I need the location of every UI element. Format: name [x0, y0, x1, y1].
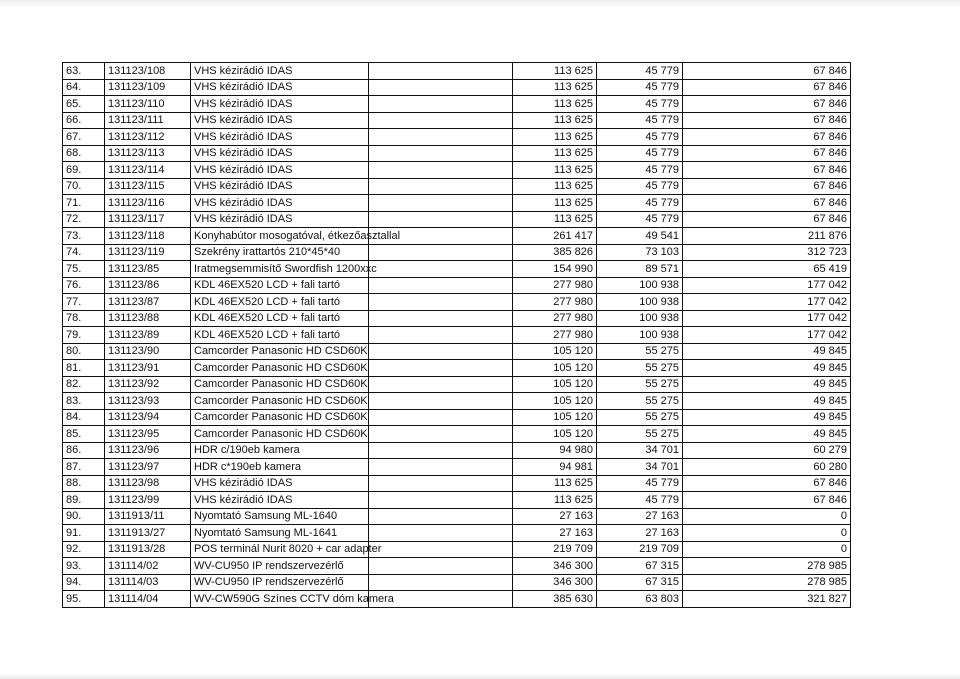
scan-edge-bottom: [0, 673, 960, 679]
spacer-cell: [369, 162, 513, 179]
depreciation-cell: 55 275: [597, 393, 683, 410]
inventory-code-cell: 131123/87: [105, 294, 191, 311]
table-row: [63, 343, 851, 360]
description-cell: VHS kézirádió IDAS: [191, 63, 369, 80]
depreciation-cell: 27 163: [597, 525, 683, 542]
row-number-cell: 80.: [63, 343, 105, 360]
row-number-cell: 72.: [63, 211, 105, 228]
gross-value-cell: 113 625: [513, 195, 597, 212]
spacer-cell: [369, 426, 513, 443]
spacer-cell: [369, 475, 513, 492]
gross-value-cell: 385 630: [513, 591, 597, 608]
inventory-code-cell: 131123/114: [105, 162, 191, 179]
inventory-code-cell: 131123/94: [105, 409, 191, 426]
row-number-cell: 78.: [63, 310, 105, 327]
net-value-cell: 49 845: [683, 376, 851, 393]
description-cell: VHS kézirádió IDAS: [191, 195, 369, 212]
depreciation-cell: 55 275: [597, 360, 683, 377]
gross-value-cell: 94 981: [513, 459, 597, 476]
inventory-code-cell: 131123/111: [105, 112, 191, 129]
gross-value-cell: 113 625: [513, 475, 597, 492]
net-value-cell: 0: [683, 525, 851, 542]
table-row: [63, 360, 851, 377]
table-row: [63, 376, 851, 393]
inventory-code-cell: 131123/98: [105, 475, 191, 492]
depreciation-cell: 67 315: [597, 574, 683, 591]
depreciation-cell: 45 779: [597, 162, 683, 179]
gross-value-cell: 277 980: [513, 277, 597, 294]
gross-value-cell: 27 163: [513, 508, 597, 525]
row-number-cell: 74.: [63, 244, 105, 261]
spacer-cell: [369, 277, 513, 294]
net-value-cell: 0: [683, 508, 851, 525]
inventory-code-cell: 131123/89: [105, 327, 191, 344]
table-row: [63, 426, 851, 443]
depreciation-cell: 27 163: [597, 508, 683, 525]
description-cell: Camcorder Panasonic HD CSD60K: [191, 376, 369, 393]
description-cell: KDL 46EX520 LCD + fali tartó: [191, 294, 369, 311]
net-value-cell: 67 846: [683, 211, 851, 228]
spacer-cell: [369, 558, 513, 575]
row-number-cell: 79.: [63, 327, 105, 344]
description-cell: POS terminál Nurit 8020 + car adapter: [191, 541, 369, 558]
depreciation-cell: 55 275: [597, 376, 683, 393]
row-number-cell: 67.: [63, 129, 105, 146]
gross-value-cell: 113 625: [513, 162, 597, 179]
table-row: [63, 96, 851, 113]
table-row: [63, 63, 851, 80]
depreciation-cell: 45 779: [597, 63, 683, 80]
net-value-cell: 67 846: [683, 492, 851, 509]
inventory-code-cell: 131123/119: [105, 244, 191, 261]
table-row: [63, 459, 851, 476]
gross-value-cell: 277 980: [513, 327, 597, 344]
row-number-cell: 94.: [63, 574, 105, 591]
description-cell: VHS kézirádió IDAS: [191, 178, 369, 195]
row-number-cell: 90.: [63, 508, 105, 525]
depreciation-cell: 45 779: [597, 112, 683, 129]
spacer-cell: [369, 129, 513, 146]
row-number-cell: 82.: [63, 376, 105, 393]
row-number-cell: 66.: [63, 112, 105, 129]
inventory-code-cell: 131123/116: [105, 195, 191, 212]
depreciation-cell: 45 779: [597, 129, 683, 146]
depreciation-cell: 45 779: [597, 195, 683, 212]
row-number-cell: 65.: [63, 96, 105, 113]
gross-value-cell: 27 163: [513, 525, 597, 542]
depreciation-cell: 100 938: [597, 310, 683, 327]
table-row: [63, 475, 851, 492]
inventory-code-cell: 131123/108: [105, 63, 191, 80]
table-row: [63, 145, 851, 162]
net-value-cell: 67 846: [683, 112, 851, 129]
table-row: [63, 508, 851, 525]
description-cell: Iratmegsemmisítő Swordfish 1200xxc: [191, 261, 369, 278]
table-row: [63, 162, 851, 179]
net-value-cell: 67 846: [683, 79, 851, 96]
description-cell: HDR c/190eb kamera: [191, 442, 369, 459]
table-row: [63, 310, 851, 327]
net-value-cell: 0: [683, 541, 851, 558]
gross-value-cell: 277 980: [513, 310, 597, 327]
net-value-cell: 67 846: [683, 129, 851, 146]
table-row: [63, 294, 851, 311]
net-value-cell: 312 723: [683, 244, 851, 261]
inventory-code-cell: 1311913/11: [105, 508, 191, 525]
table-row: [63, 79, 851, 96]
description-cell: VHS kézirádió IDAS: [191, 129, 369, 146]
depreciation-cell: 100 938: [597, 294, 683, 311]
gross-value-cell: 154 990: [513, 261, 597, 278]
gross-value-cell: 113 625: [513, 63, 597, 80]
table-row: [63, 211, 851, 228]
row-number-cell: 83.: [63, 393, 105, 410]
spacer-cell: [369, 442, 513, 459]
inventory-code-cell: 131114/04: [105, 591, 191, 608]
inventory-code-cell: 131123/110: [105, 96, 191, 113]
depreciation-cell: 73 103: [597, 244, 683, 261]
inventory-code-cell: 131123/96: [105, 442, 191, 459]
net-value-cell: 177 042: [683, 277, 851, 294]
net-value-cell: 60 279: [683, 442, 851, 459]
row-number-cell: 85.: [63, 426, 105, 443]
depreciation-cell: 100 938: [597, 327, 683, 344]
spacer-cell: [369, 492, 513, 509]
description-cell: Camcorder Panasonic HD CSD60K: [191, 343, 369, 360]
row-number-cell: 89.: [63, 492, 105, 509]
table-row: [63, 129, 851, 146]
spacer-cell: [369, 96, 513, 113]
description-cell: KDL 46EX520 LCD + fali tartó: [191, 277, 369, 294]
inventory-code-cell: 131123/109: [105, 79, 191, 96]
row-number-cell: 70.: [63, 178, 105, 195]
gross-value-cell: 105 120: [513, 376, 597, 393]
net-value-cell: 177 042: [683, 327, 851, 344]
row-number-cell: 86.: [63, 442, 105, 459]
gross-value-cell: 277 980: [513, 294, 597, 311]
inventory-code-cell: 131123/112: [105, 129, 191, 146]
gross-value-cell: 113 625: [513, 129, 597, 146]
net-value-cell: 67 846: [683, 195, 851, 212]
description-cell: Szekrény irattartós 210*45*40: [191, 244, 369, 261]
row-number-cell: 92.: [63, 541, 105, 558]
description-cell: Konyhabútor mosogatóval, étkezőasztallal: [191, 228, 369, 245]
inventory-code-cell: 131114/02: [105, 558, 191, 575]
net-value-cell: 211 876: [683, 228, 851, 245]
description-cell: Camcorder Panasonic HD CSD60K: [191, 393, 369, 410]
inventory-code-cell: 131123/88: [105, 310, 191, 327]
row-number-cell: 73.: [63, 228, 105, 245]
gross-value-cell: 113 625: [513, 145, 597, 162]
spacer-cell: [369, 310, 513, 327]
description-cell: VHS kézirádió IDAS: [191, 211, 369, 228]
depreciation-cell: 45 779: [597, 145, 683, 162]
spacer-cell: [369, 63, 513, 80]
gross-value-cell: 113 625: [513, 96, 597, 113]
row-number-cell: 77.: [63, 294, 105, 311]
net-value-cell: 49 845: [683, 393, 851, 410]
depreciation-cell: 45 779: [597, 492, 683, 509]
spacer-cell: [369, 112, 513, 129]
gross-value-cell: 346 300: [513, 558, 597, 575]
depreciation-cell: 45 779: [597, 475, 683, 492]
net-value-cell: 67 846: [683, 475, 851, 492]
spacer-cell: [369, 294, 513, 311]
spacer-cell: [369, 211, 513, 228]
inventory-code-cell: 131123/99: [105, 492, 191, 509]
depreciation-cell: 34 701: [597, 459, 683, 476]
table-row: [63, 574, 851, 591]
row-number-cell: 69.: [63, 162, 105, 179]
net-value-cell: 278 985: [683, 574, 851, 591]
table-row: [63, 195, 851, 212]
description-cell: Nyomtató Samsung ML-1641: [191, 525, 369, 542]
gross-value-cell: 113 625: [513, 178, 597, 195]
spacer-cell: [369, 459, 513, 476]
depreciation-cell: 34 701: [597, 442, 683, 459]
net-value-cell: 67 846: [683, 178, 851, 195]
inventory-code-cell: 131123/117: [105, 211, 191, 228]
gross-value-cell: 113 625: [513, 79, 597, 96]
net-value-cell: 67 846: [683, 96, 851, 113]
net-value-cell: 67 846: [683, 145, 851, 162]
depreciation-cell: 100 938: [597, 277, 683, 294]
description-cell: VHS kézirádió IDAS: [191, 492, 369, 509]
spacer-cell: [369, 393, 513, 410]
description-cell: VHS kézirádió IDAS: [191, 96, 369, 113]
row-number-cell: 93.: [63, 558, 105, 575]
gross-value-cell: 113 625: [513, 112, 597, 129]
gross-value-cell: 105 120: [513, 409, 597, 426]
net-value-cell: 177 042: [683, 294, 851, 311]
row-number-cell: 75.: [63, 261, 105, 278]
inventory-code-cell: 131123/91: [105, 360, 191, 377]
net-value-cell: 321 827: [683, 591, 851, 608]
depreciation-cell: 63 803: [597, 591, 683, 608]
row-number-cell: 81.: [63, 360, 105, 377]
spacer-cell: [369, 178, 513, 195]
inventory-code-cell: 131123/118: [105, 228, 191, 245]
inventory-code-cell: 131123/85: [105, 261, 191, 278]
depreciation-cell: 45 779: [597, 211, 683, 228]
table-row: [63, 541, 851, 558]
net-value-cell: 67 846: [683, 63, 851, 80]
description-cell: KDL 46EX520 LCD + fali tartó: [191, 310, 369, 327]
description-cell: KDL 46EX520 LCD + fali tartó: [191, 327, 369, 344]
net-value-cell: 49 845: [683, 343, 851, 360]
row-number-cell: 91.: [63, 525, 105, 542]
description-cell: Camcorder Panasonic HD CSD60K: [191, 360, 369, 377]
table-row: [63, 558, 851, 575]
table-row: [63, 178, 851, 195]
table-row: [63, 591, 851, 608]
inventory-table-body: [63, 63, 851, 608]
description-cell: Camcorder Panasonic HD CSD60K: [191, 409, 369, 426]
gross-value-cell: 105 120: [513, 360, 597, 377]
description-cell: HDR c*190eb kamera: [191, 459, 369, 476]
spacer-cell: [369, 195, 513, 212]
description-cell: WV-CW590G Színes CCTV dóm kamera: [191, 591, 369, 608]
spacer-cell: [369, 409, 513, 426]
depreciation-cell: 45 779: [597, 96, 683, 113]
spacer-cell: [369, 525, 513, 542]
depreciation-cell: 89 571: [597, 261, 683, 278]
net-value-cell: 177 042: [683, 310, 851, 327]
spacer-cell: [369, 541, 513, 558]
gross-value-cell: 113 625: [513, 492, 597, 509]
depreciation-cell: 219 709: [597, 541, 683, 558]
gross-value-cell: 219 709: [513, 541, 597, 558]
inventory-code-cell: 1311913/27: [105, 525, 191, 542]
row-number-cell: 76.: [63, 277, 105, 294]
row-number-cell: 68.: [63, 145, 105, 162]
description-cell: Nyomtató Samsung ML-1640: [191, 508, 369, 525]
inventory-code-cell: 131123/90: [105, 343, 191, 360]
description-cell: WV-CU950 IP rendszervezérlő: [191, 558, 369, 575]
inventory-code-cell: 131114/03: [105, 574, 191, 591]
spacer-cell: [369, 360, 513, 377]
table-row: [63, 327, 851, 344]
scan-edge-top: [0, 0, 960, 8]
description-cell: VHS kézirádió IDAS: [191, 475, 369, 492]
gross-value-cell: 385 826: [513, 244, 597, 261]
spacer-cell: [369, 574, 513, 591]
gross-value-cell: 113 625: [513, 211, 597, 228]
table-row: [63, 442, 851, 459]
inventory-table: [62, 62, 851, 608]
table-row: [63, 277, 851, 294]
table-row: [63, 261, 851, 278]
spacer-cell: [369, 145, 513, 162]
net-value-cell: 49 845: [683, 426, 851, 443]
table-row: [63, 409, 851, 426]
net-value-cell: 278 985: [683, 558, 851, 575]
net-value-cell: 67 846: [683, 162, 851, 179]
spacer-cell: [369, 244, 513, 261]
table-row: [63, 228, 851, 245]
inventory-code-cell: 131123/97: [105, 459, 191, 476]
row-number-cell: 63.: [63, 63, 105, 80]
net-value-cell: 49 845: [683, 409, 851, 426]
net-value-cell: 65 419: [683, 261, 851, 278]
row-number-cell: 88.: [63, 475, 105, 492]
gross-value-cell: 105 120: [513, 343, 597, 360]
description-cell: Camcorder Panasonic HD CSD60K: [191, 426, 369, 443]
gross-value-cell: 346 300: [513, 574, 597, 591]
gross-value-cell: 105 120: [513, 393, 597, 410]
inventory-code-cell: 131123/93: [105, 393, 191, 410]
row-number-cell: 95.: [63, 591, 105, 608]
table-row: [63, 525, 851, 542]
description-cell: VHS kézirádió IDAS: [191, 162, 369, 179]
depreciation-cell: 45 779: [597, 79, 683, 96]
gross-value-cell: 261 417: [513, 228, 597, 245]
row-number-cell: 84.: [63, 409, 105, 426]
depreciation-cell: 49 541: [597, 228, 683, 245]
description-cell: VHS kézirádió IDAS: [191, 145, 369, 162]
row-number-cell: 87.: [63, 459, 105, 476]
table-row: [63, 492, 851, 509]
net-value-cell: 60 280: [683, 459, 851, 476]
net-value-cell: 49 845: [683, 360, 851, 377]
spacer-cell: [369, 376, 513, 393]
inventory-code-cell: 131123/95: [105, 426, 191, 443]
spacer-cell: [369, 343, 513, 360]
description-cell: VHS kézirádió IDAS: [191, 79, 369, 96]
depreciation-cell: 67 315: [597, 558, 683, 575]
depreciation-cell: 55 275: [597, 409, 683, 426]
table-row: [63, 244, 851, 261]
description-cell: WV-CU950 IP rendszervezérlő: [191, 574, 369, 591]
inventory-code-cell: 131123/113: [105, 145, 191, 162]
spacer-cell: [369, 79, 513, 96]
table-row: [63, 393, 851, 410]
gross-value-cell: 105 120: [513, 426, 597, 443]
gross-value-cell: 94 980: [513, 442, 597, 459]
depreciation-cell: 45 779: [597, 178, 683, 195]
table-row: [63, 112, 851, 129]
inventory-code-cell: 1311913/28: [105, 541, 191, 558]
inventory-code-cell: 131123/92: [105, 376, 191, 393]
spacer-cell: [369, 327, 513, 344]
depreciation-cell: 55 275: [597, 343, 683, 360]
inventory-code-cell: 131123/86: [105, 277, 191, 294]
depreciation-cell: 55 275: [597, 426, 683, 443]
row-number-cell: 71.: [63, 195, 105, 212]
spacer-cell: [369, 508, 513, 525]
inventory-code-cell: 131123/115: [105, 178, 191, 195]
spacer-cell: [369, 261, 513, 278]
description-cell: VHS kézirádió IDAS: [191, 112, 369, 129]
row-number-cell: 64.: [63, 79, 105, 96]
